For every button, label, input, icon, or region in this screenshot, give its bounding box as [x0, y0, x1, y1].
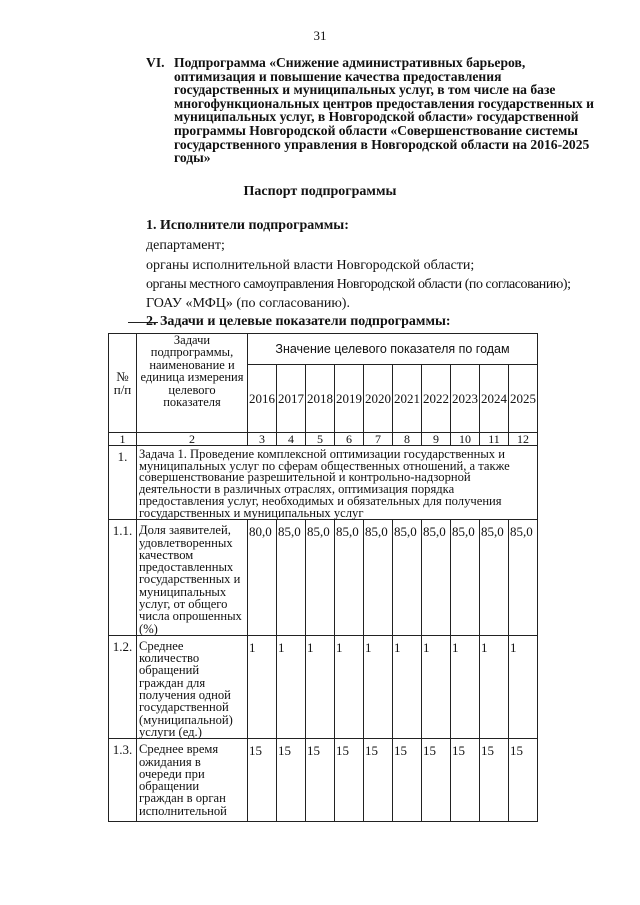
year-header: 2017	[277, 365, 306, 433]
indicator-value: 1	[277, 635, 306, 738]
indicator-value: 15	[277, 739, 306, 822]
tasks-heading: 2. Задачи и целевые показатели подпрограммы:	[146, 314, 451, 329]
table-row	[109, 635, 538, 738]
indicator-value: 85,0	[393, 520, 422, 636]
task-text: Задача 1. Проведение комплексной оптимизации государственных и муниципальных услуг по сферам общественных отношений, а также совершенствование разрешительной и контрольно-надзорной деятельности в различных отраслях, оптимизация порядка предоставления услуг, необходимых и обязательных для получения государственных и муниципальных услуг	[137, 446, 538, 520]
indicator-name: Доля заявителей, удовлетворенных качеством предоставленных государственных и муниципальных услуг, от общего числа опрошенных (%)	[137, 520, 248, 636]
indicator-value: 85,0	[364, 520, 393, 636]
indicator-value: 15	[393, 739, 422, 822]
column-index: 6	[335, 433, 364, 446]
year-header: 2023	[451, 365, 480, 433]
indicator-value: 15	[335, 739, 364, 822]
indicator-value: 15	[422, 739, 451, 822]
executors-heading: 1. Исполнители подпрограммы:	[146, 218, 349, 233]
row-number: 1.3.	[109, 739, 137, 822]
row-number: 1.1.	[109, 520, 137, 636]
column-index: 10	[451, 433, 480, 446]
indicator-value: 1	[393, 635, 422, 738]
year-header: 2022	[422, 365, 451, 433]
executor-line: департамент;	[146, 238, 225, 253]
indicator-value: 15	[364, 739, 393, 822]
indicator-value: 15	[480, 739, 509, 822]
column-index: 12	[509, 433, 538, 446]
indicator-value: 80,0	[248, 520, 277, 636]
year-header: 2019	[335, 365, 364, 433]
table-row	[109, 520, 538, 636]
indicator-value: 15	[248, 739, 277, 822]
indicator-value: 85,0	[422, 520, 451, 636]
indicator-name: Среднее время ожидания в очереди при обращении граждан в орган исполнительной	[137, 739, 248, 822]
column-index: 9	[422, 433, 451, 446]
year-header: 2021	[393, 365, 422, 433]
table-row	[109, 739, 538, 822]
executor-line: ГОАУ «МФЦ» (по согласованию).	[146, 296, 350, 311]
year-header: 2018	[306, 365, 335, 433]
indicator-value: 1	[364, 635, 393, 738]
indicators-table	[108, 333, 538, 822]
indicator-value: 85,0	[306, 520, 335, 636]
row-number: 1.2.	[109, 635, 137, 738]
indicator-value: 15	[509, 739, 538, 822]
column-index: 7	[364, 433, 393, 446]
indicator-value: 85,0	[509, 520, 538, 636]
section-title: Подпрограмма «Снижение административных барьеров, оптимизация и повышение качества предоставления государственных и муниципальных услуг, в том числе на базе многофункциональных центров предоставления государственных и муниципальных услуг, в Новгородской области» государственной программы Новгородской области «Совершенствование системы государственного управления в Новгородской области на 2016-2025 годы»	[174, 55, 594, 166]
column-index: 4	[277, 433, 306, 446]
indicator-value: 1	[509, 635, 538, 738]
indicator-value: 15	[451, 739, 480, 822]
year-header: 2016	[248, 365, 277, 433]
column-index: 8	[393, 433, 422, 446]
indicator-value: 1	[248, 635, 277, 738]
page-number: 31	[313, 28, 327, 43]
column-index: 2	[137, 433, 248, 446]
indicator-value: 1	[422, 635, 451, 738]
year-header: 2020	[364, 365, 393, 433]
indicator-value: 1	[306, 635, 335, 738]
year-header: 2025	[509, 365, 538, 433]
section-heading	[146, 56, 606, 165]
indicator-name: Среднее количество обращений граждан для получения одной государственной (муниципальной) услуги (ед.)	[137, 635, 248, 738]
column-index: 5	[306, 433, 335, 446]
indicator-value: 1	[451, 635, 480, 738]
header-num: № п/п	[109, 334, 137, 433]
indicator-value: 1	[480, 635, 509, 738]
header-values: Значение целевого показателя по годам	[248, 334, 538, 365]
indicator-value: 85,0	[335, 520, 364, 636]
task-number: 1.	[109, 446, 137, 520]
column-index: 3	[248, 433, 277, 446]
executor-line: органы местного самоуправления Новгородской области (по согласованию);	[146, 277, 571, 292]
passport-title: Паспорт подпрограммы	[243, 184, 397, 199]
column-index: 11	[480, 433, 509, 446]
column-index: 1	[109, 433, 137, 446]
header-name: Задачи подпрограммы, наименование и единица измерения целевого показателя	[137, 334, 248, 433]
indicator-value: 85,0	[480, 520, 509, 636]
indicator-value: 85,0	[451, 520, 480, 636]
executor-line: органы исполнительной власти Новгородской области;	[146, 258, 475, 273]
column-index-row	[109, 433, 538, 446]
indicator-value: 15	[306, 739, 335, 822]
section-number: VI.	[146, 55, 165, 70]
year-header: 2024	[480, 365, 509, 433]
indicator-value: 1	[335, 635, 364, 738]
indicator-value: 85,0	[277, 520, 306, 636]
task-row	[109, 446, 538, 520]
